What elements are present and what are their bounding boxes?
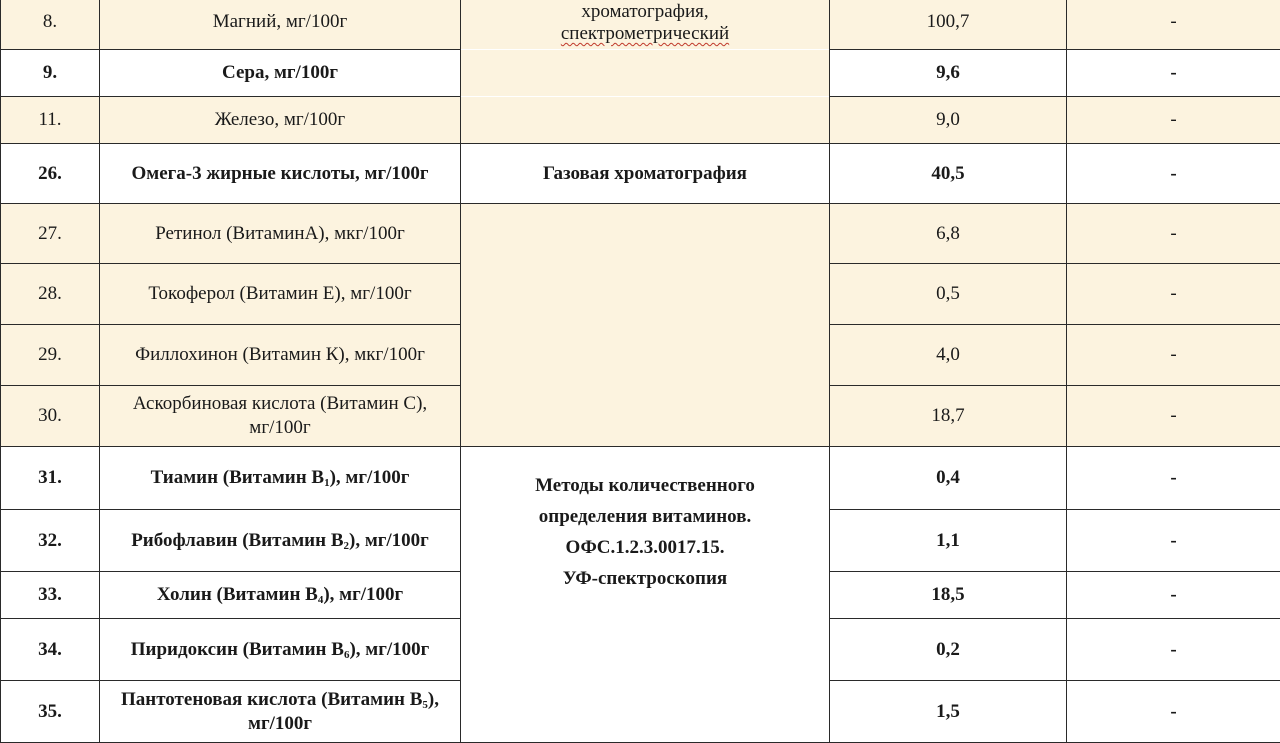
extra-value: - bbox=[1067, 510, 1280, 572]
extra-value: - bbox=[1067, 144, 1280, 204]
extra-value: - bbox=[1067, 386, 1280, 447]
result-value: 9,6 bbox=[830, 50, 1067, 97]
result-value: 0,5 bbox=[830, 264, 1067, 325]
row-number: 11. bbox=[1, 97, 100, 144]
indicator-name: Омега-3 жирные кислоты, мг/100г bbox=[100, 144, 461, 204]
extra-value: - bbox=[1067, 447, 1280, 510]
result-value: 18,7 bbox=[830, 386, 1067, 447]
method-text-line: определения витаминов. bbox=[465, 501, 825, 532]
indicator-name: Рибофлавин (Витамин $В_2$), мг/100г bbox=[100, 510, 461, 572]
indicator-name: Холин (Витамин $В_4$), мг/100г bbox=[100, 572, 461, 619]
table-row bbox=[1, 447, 1280, 510]
result-value: 6,8 bbox=[830, 204, 1067, 264]
row-number: 28. bbox=[1, 264, 100, 325]
indicator-name: Пантотеновая кислота (Витамин $В_5$), мг/100г bbox=[100, 681, 461, 743]
row-number: 30. bbox=[1, 386, 100, 447]
indicator-name: Токоферол (Витамин Е), мг/100г bbox=[100, 264, 461, 325]
indicator-name: Пиридоксин (Витамин $В_6$), мг/100г bbox=[100, 619, 461, 681]
result-value: 40,5 bbox=[830, 144, 1067, 204]
method-cell bbox=[461, 0, 830, 50]
result-value: 1,5 bbox=[830, 681, 1067, 743]
method-text-line: УФ-спектроскопия bbox=[465, 563, 825, 594]
extra-value: - bbox=[1067, 264, 1280, 325]
indicator-name: Аскорбиновая кислота (Витамин С), мг/100г bbox=[100, 386, 461, 447]
result-value: 4,0 bbox=[830, 325, 1067, 386]
method-cell-vitamins bbox=[461, 447, 830, 743]
extra-value: - bbox=[1067, 325, 1280, 386]
indicator-name: Ретинол (ВитаминА), мкг/100г bbox=[100, 204, 461, 264]
result-value: 100,7 bbox=[830, 0, 1067, 50]
row-number: 33. bbox=[1, 572, 100, 619]
method-cell-empty bbox=[461, 97, 830, 144]
method-cell-empty bbox=[461, 50, 830, 97]
table-row bbox=[1, 50, 1280, 97]
method-text-line: Методы количественного bbox=[465, 470, 825, 501]
table-row bbox=[1, 144, 1280, 204]
indicator-name: Магний, мг/100г bbox=[100, 0, 461, 50]
extra-value: - bbox=[1067, 572, 1280, 619]
table-row bbox=[1, 204, 1280, 264]
method-text-line: ОФС.1.2.3.0017.15. bbox=[465, 532, 825, 563]
result-value: 0,4 bbox=[830, 447, 1067, 510]
row-number: 26. bbox=[1, 144, 100, 204]
row-number: 31. bbox=[1, 447, 100, 510]
result-value: 9,0 bbox=[830, 97, 1067, 144]
method-text-line-spellcheck: спектрометрический bbox=[465, 23, 825, 45]
result-value: 18,5 bbox=[830, 572, 1067, 619]
extra-value: - bbox=[1067, 50, 1280, 97]
result-value: 1,1 bbox=[830, 510, 1067, 572]
row-number: 27. bbox=[1, 204, 100, 264]
row-number: 35. bbox=[1, 681, 100, 743]
extra-value: - bbox=[1067, 619, 1280, 681]
indicator-name: Тиамин (Витамин $В_1$), мг/100г bbox=[100, 447, 461, 510]
method-text-line: хроматография, bbox=[465, 1, 825, 23]
method-cell: Газовая хроматография bbox=[461, 144, 830, 204]
table-row bbox=[1, 0, 1280, 50]
row-number: 32. bbox=[1, 510, 100, 572]
method-cell-empty bbox=[461, 204, 830, 447]
table-row bbox=[1, 97, 1280, 144]
row-number: 34. bbox=[1, 619, 100, 681]
result-value: 0,2 bbox=[830, 619, 1067, 681]
extra-value: - bbox=[1067, 0, 1280, 50]
indicator-name: Сера, мг/100г bbox=[100, 50, 461, 97]
extra-value: - bbox=[1067, 97, 1280, 144]
row-number: 29. bbox=[1, 325, 100, 386]
extra-value: - bbox=[1067, 204, 1280, 264]
indicator-name: Железо, мг/100г bbox=[100, 97, 461, 144]
row-number: 9. bbox=[1, 50, 100, 97]
extra-value: - bbox=[1067, 681, 1280, 743]
row-number: 8. bbox=[1, 0, 100, 50]
indicator-name: Филлохинон (Витамин К), мкг/100г bbox=[100, 325, 461, 386]
